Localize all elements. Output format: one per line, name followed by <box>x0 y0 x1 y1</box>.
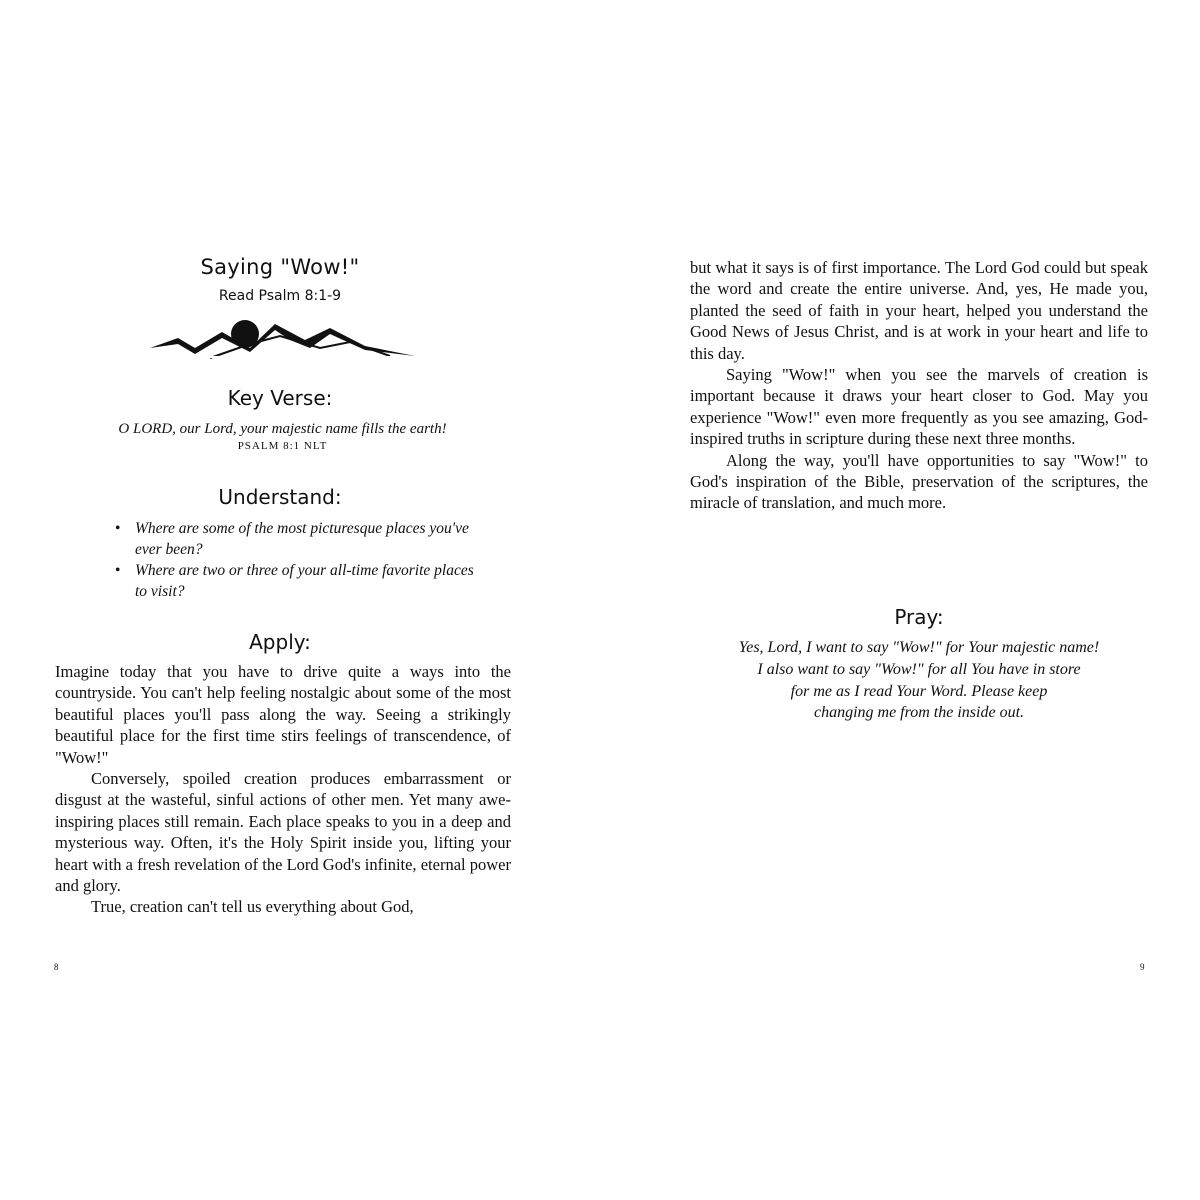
key-verse-heading: Key Verse: <box>227 386 333 410</box>
body-paragraph: Saying "Wow!" when you see the marvels of creation is important because it draws your heart closer to God. May you experience "Wow!" even more frequently as you see amazing, God-inspired truths in scripture during these next three months. <box>690 365 1148 449</box>
bullet-icon: • <box>115 520 121 537</box>
body-paragraph: Imagine today that you have to drive quite a ways into the countryside. You can't help feeling nostalgic about some of the most beautiful places you'll pass along the way. Seeing a strikingly beautiful place for the first time stirs feelings of transcendence, of "Wow!" <box>55 662 511 767</box>
right-page <box>600 0 1200 1200</box>
mountain-sun-icon <box>150 318 415 360</box>
prayer-line: for me as I read Your Word. Please keep <box>790 682 1048 700</box>
key-verse-reference: PSALM 8:1 NLT <box>237 440 328 452</box>
body-paragraph: but what it says is of first importance. The Lord God could but speak the word and create the entire universe. And, yes, He made you, planted the seed of faith in your heart, helped you understand the Good News of Jesus Christ, and is at work in your heart and life to this day. <box>690 258 1148 363</box>
prayer-text <box>690 637 1148 724</box>
page-number: 8 <box>54 962 59 972</box>
apply-body <box>55 661 511 918</box>
continued-body <box>690 257 1148 514</box>
prayer-line: Yes, Lord, I want to say "Wow!" for Your majestic name! <box>738 639 1100 656</box>
understand-heading: Understand: <box>218 485 342 509</box>
prayer-line: changing me from the inside out. <box>813 704 1025 722</box>
pray-heading: Pray: <box>894 605 944 629</box>
apply-heading: Apply: <box>249 630 311 654</box>
key-verse-text: O LORD, our Lord, your majestic name fills the earth! <box>118 421 447 437</box>
understand-question: Where are two or three of your all-time favorite places to visit? <box>135 562 474 600</box>
list-item <box>115 518 485 560</box>
reading-reference: Read Psalm 8:1-9 <box>218 288 342 304</box>
devotion-title: Saying "Wow!" <box>200 255 360 279</box>
bullet-icon: • <box>115 562 121 579</box>
body-paragraph: True, creation can't tell us everything about God, <box>91 897 414 917</box>
body-paragraph: Along the way, you'll have opportunities to say "Wow!" to God's inspiration of the Bible, preservation of the scriptures, the miracle of translation, and much more. <box>690 450 1148 513</box>
page-number: 9 <box>1140 962 1145 972</box>
understand-question: Where are some of the most picturesque places you've ever been? <box>135 520 469 558</box>
body-paragraph: Conversely, spoiled creation produces embarrassment or disgust at the wasteful, sinful actions of other men. Yet many awe-inspiring places still remain. Each place speaks to you in a deep and mysterious way. Often, it's the Holy Spirit inside you, lifting your heart with a fresh revelation of the Lord God's infinite, eternal power and glory. <box>55 769 511 896</box>
list-item <box>115 560 485 602</box>
understand-list <box>115 518 485 602</box>
prayer-line: I also want to say "Wow!" for all You have in store <box>757 660 1081 678</box>
